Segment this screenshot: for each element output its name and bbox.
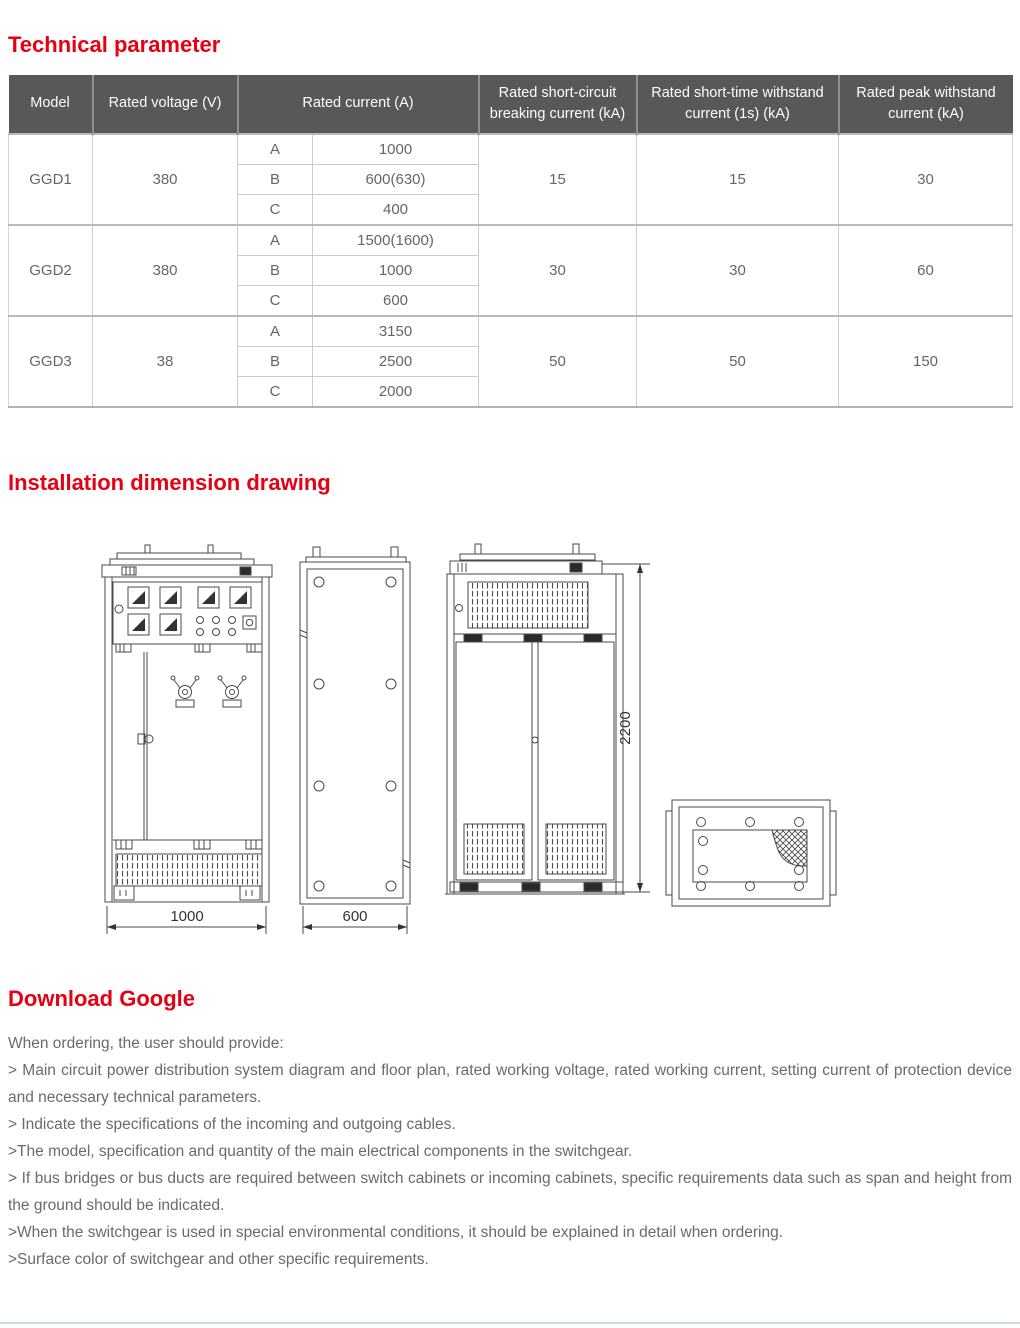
withstand-cell: 30 bbox=[637, 225, 839, 316]
voltage-cell: 38 bbox=[93, 316, 238, 407]
ventilation-grille bbox=[116, 854, 262, 886]
indicator-lamp-icon bbox=[197, 617, 236, 636]
dimension-height-label: 2200 bbox=[617, 711, 634, 745]
breaking-cell: 30 bbox=[479, 225, 637, 316]
dimension-side-depth bbox=[303, 906, 407, 934]
ordering-item: > Indicate the specifications of the incoming and outgoing cables. bbox=[8, 1116, 456, 1133]
current-cell: 3150 bbox=[313, 316, 479, 347]
dimension-width-label: 1000 bbox=[170, 908, 204, 925]
front-view-drawing bbox=[102, 545, 272, 934]
top-view-drawing bbox=[666, 800, 836, 906]
peak-cell: 30 bbox=[839, 134, 1013, 225]
ordering-item: >Surface color of switchgear and other specific requirements. bbox=[8, 1251, 429, 1268]
current-cell: 2500 bbox=[313, 347, 479, 377]
current-cell: 600(630) bbox=[313, 165, 479, 195]
model-cell: GGD3 bbox=[9, 316, 93, 407]
peak-cell: 150 bbox=[839, 316, 1013, 407]
dimension-front-width bbox=[107, 906, 266, 934]
technical-parameter-title: Technical parameter bbox=[8, 32, 221, 57]
column-header-voltage: Rated voltage (V) bbox=[93, 75, 238, 134]
table-row bbox=[9, 316, 1013, 347]
phase-cell: A bbox=[238, 134, 313, 165]
ordering-intro: When ordering, the user should provide: bbox=[8, 1035, 284, 1052]
voltage-cell: 380 bbox=[93, 225, 238, 316]
withstand-cell: 15 bbox=[637, 134, 839, 225]
cabinet-views-drawing bbox=[60, 534, 960, 954]
current-cell: 400 bbox=[313, 195, 479, 226]
phase-cell: B bbox=[238, 165, 313, 195]
technical-parameter-table bbox=[8, 75, 1013, 408]
meter-icon bbox=[128, 587, 251, 635]
current-cell: 2000 bbox=[313, 377, 479, 408]
download-google-title: Download Google bbox=[8, 986, 195, 1011]
phase-cell: C bbox=[238, 377, 313, 408]
current-cell: 1000 bbox=[313, 134, 479, 165]
table-header-row bbox=[9, 75, 1013, 134]
current-cell: 600 bbox=[313, 286, 479, 317]
phase-cell: A bbox=[238, 225, 313, 256]
column-header-peak: Rated peak withstand current (kA) bbox=[839, 75, 1013, 134]
current-cell: 1000 bbox=[313, 256, 479, 286]
table-row bbox=[9, 134, 1013, 165]
table-row bbox=[9, 225, 1013, 256]
phase-cell: B bbox=[238, 347, 313, 377]
phase-cell: C bbox=[238, 195, 313, 226]
voltage-cell: 380 bbox=[93, 134, 238, 225]
rear-view-drawing bbox=[445, 544, 650, 894]
page-bottom-divider bbox=[0, 1322, 1020, 1324]
phase-cell: A bbox=[238, 316, 313, 347]
peak-cell: 60 bbox=[839, 225, 1013, 316]
breaking-cell: 50 bbox=[479, 316, 637, 407]
ordering-instructions bbox=[8, 1030, 1012, 1273]
column-header-model: Model bbox=[9, 75, 93, 134]
model-cell: GGD1 bbox=[9, 134, 93, 225]
dimension-depth-label: 600 bbox=[342, 908, 368, 925]
current-cell: 1500(1600) bbox=[313, 225, 479, 256]
withstand-cell: 50 bbox=[637, 316, 839, 407]
bolt-icon bbox=[314, 577, 396, 891]
model-cell: GGD2 bbox=[9, 225, 93, 316]
phase-cell: B bbox=[238, 256, 313, 286]
lock-handle-icon bbox=[171, 676, 246, 707]
door-vent-grille bbox=[546, 824, 606, 874]
ordering-item: > If bus bridges or bus ducts are required between switch cabinets or incoming cabinets, specific requirements data such as span and height from the ground should be indicated. bbox=[8, 1170, 1012, 1214]
door-vent-grille bbox=[464, 824, 524, 874]
side-view-drawing bbox=[300, 547, 410, 934]
breaking-cell: 15 bbox=[479, 134, 637, 225]
installation-dimension-drawing bbox=[0, 534, 1020, 954]
ordering-item: > Main circuit power distribution system diagram and floor plan, rated working voltage, rated working current, setting current of protection device and necessary technical parameters. bbox=[8, 1062, 1012, 1106]
phase-cell: C bbox=[238, 286, 313, 317]
cable-entry-hatch bbox=[772, 830, 807, 866]
dimension-cabinet-height bbox=[602, 564, 650, 892]
column-header-breaking: Rated short-circuit breaking current (kA) bbox=[479, 75, 637, 134]
top-ventilation-grille bbox=[468, 582, 588, 628]
column-header-current: Rated current (A) bbox=[238, 75, 479, 134]
ordering-item: >The model, specification and quantity of the main electrical components in the switchgear. bbox=[8, 1143, 633, 1160]
installation-dimension-title: Installation dimension drawing bbox=[8, 470, 331, 495]
column-header-withstand: Rated short-time withstand current (1s) (kA) bbox=[637, 75, 839, 134]
ordering-item: >When the switchgear is used in special environmental conditions, it should be explained in detail when ordering. bbox=[8, 1224, 784, 1241]
